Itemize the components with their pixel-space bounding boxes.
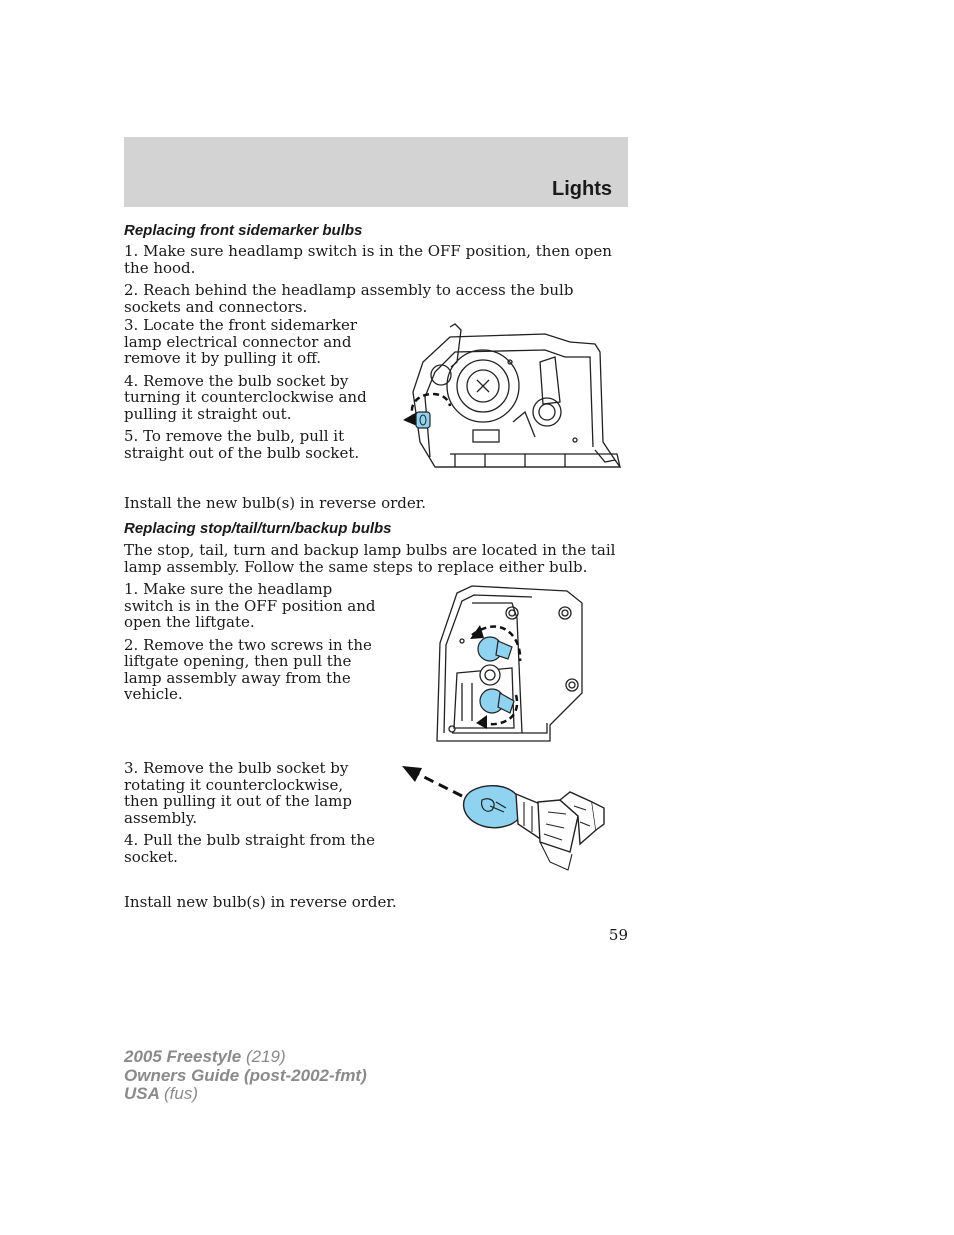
section1-step4: 4. Remove the bulb socket by turning it counterclockwise and pulling it straight out.	[124, 371, 367, 423]
section1-steps-narrow	[124, 317, 376, 467]
tail-lamp-assembly-illustration	[432, 583, 587, 745]
section2-install: Install new bulb(s) in reverse order.	[124, 893, 397, 911]
section2-step3: 3. Remove the bulb socket by rotating it counterclockwise, then pulling it out of the lamp assembly.	[124, 759, 353, 827]
section2-steps-a	[124, 581, 376, 709]
document-footer	[124, 1048, 367, 1104]
page-number: 59	[608, 926, 628, 944]
section1-step1: 1. Make sure headlamp switch is in the OFF position, then open the hood.	[124, 242, 612, 277]
section1-step3: 3. Locate the front sidemarker lamp electrical connector and remove it by pulling it off.	[124, 316, 358, 367]
section2-heading: Replacing stop/tail/turn/backup bulbs	[124, 520, 392, 537]
section1-step5: 5. To remove the bulb, pull it straight out of the bulb socket.	[124, 427, 360, 462]
footer-model: 2005 Freestyle	[124, 1047, 242, 1066]
footer-model-code: (219)	[245, 1047, 286, 1066]
section2-steps-b	[124, 760, 376, 871]
section2-step1: 1. Make sure the headlamp switch is in the OFF position and open the liftgate.	[124, 580, 376, 631]
section1-steps-wide	[124, 243, 628, 321]
section1-install-note	[124, 495, 628, 518]
heading-stop-tail	[124, 520, 628, 538]
headlamp-assembly-illustration	[395, 322, 627, 477]
section1-step2: 2. Reach behind the headlamp assembly to access the bulb sockets and connectors.	[124, 281, 574, 316]
footer-line1	[124, 1048, 367, 1067]
footer-region: USA	[124, 1084, 160, 1103]
section2-intro: The stop, tail, turn and backup lamp bulbs are located in the tail lamp assembly. Follow the same steps to replace either bulb.	[124, 541, 616, 576]
section2-install-note	[124, 894, 628, 917]
section-title: Lights	[552, 178, 612, 200]
section2-step2: 2. Remove the two screws in the liftgate opening, then pull the lamp assembly away from the vehicle.	[124, 635, 372, 703]
section1-heading: Replacing front sidemarker bulbs	[124, 222, 363, 239]
section2-step4: 4. Pull the bulb straight from the socket.	[124, 831, 375, 866]
heading-front-sidemarker	[124, 222, 628, 240]
bulb-and-socket-illustration	[400, 762, 610, 874]
footer-region-code: (fus)	[164, 1084, 198, 1103]
footer-line2: Owners Guide (post-2002-fmt)	[124, 1065, 367, 1085]
footer-line3	[124, 1085, 367, 1104]
header-band	[124, 137, 628, 207]
section1-install: Install the new bulb(s) in reverse order.	[124, 494, 427, 512]
section2-intro-block	[124, 542, 628, 581]
